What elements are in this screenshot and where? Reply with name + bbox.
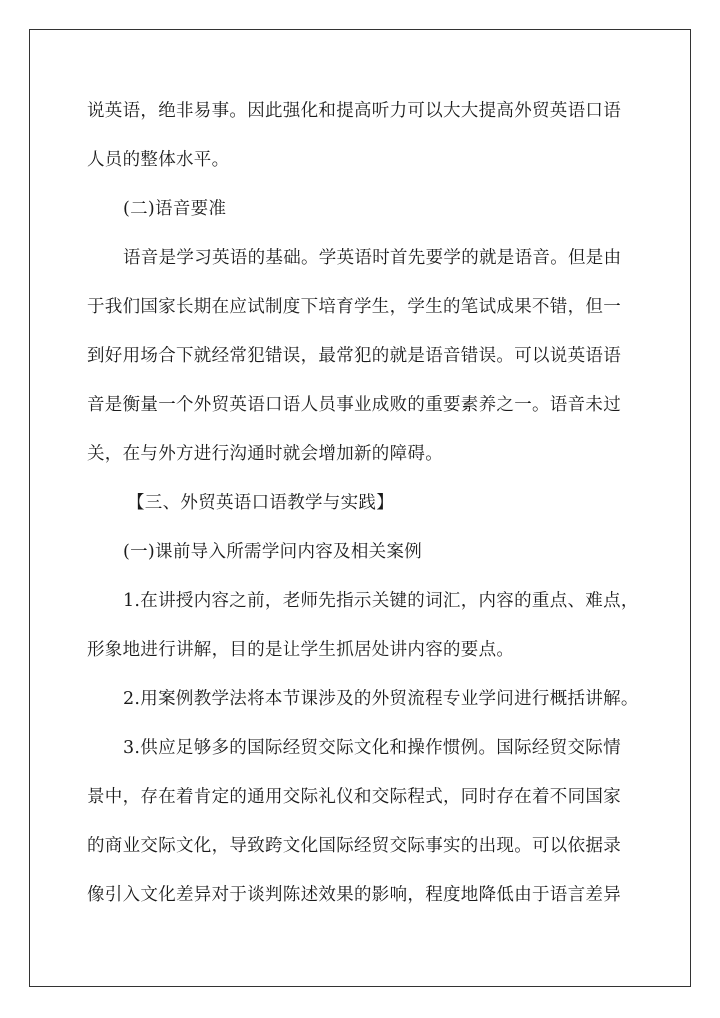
- text-line: 到好用场合下就经常犯错误，最常犯的就是语音错误。可以说英语语: [87, 346, 621, 366]
- list-item: 3.供应足够多的国际经贸交际文化和操作惯例。国际经贸交际情: [123, 738, 621, 758]
- section-heading: (一)课前导入所需学问内容及相关案例: [123, 542, 423, 562]
- text-line: 人员的整体水平。: [87, 150, 230, 170]
- list-item: 1.在讲授内容之前，老师先指示关键的词汇，内容的重点、难点，: [123, 591, 639, 611]
- text-line: 关，在与外方进行沟通时就会增加新的障碍。: [87, 444, 443, 464]
- text-line: 景中，存在着肯定的通用交际礼仪和交际程式，同时存在着不同国家: [87, 787, 621, 807]
- text-line: 音是衡量一个外贸英语口语人员事业成败的重要素养之一。语音未过: [87, 395, 621, 415]
- text-line: 于我们国家长期在应试制度下培育学生，学生的笔试成果不错，但一: [87, 297, 621, 317]
- list-item: 2.用案例教学法将本节课涉及的外贸流程专业学问进行概括讲解。: [123, 689, 639, 709]
- text-line: 语音是学习英语的基础。学英语时首先要学的就是语音。但是由: [123, 248, 622, 268]
- text-line: 形象地进行讲解，目的是让学生抓居处讲内容的要点。: [87, 640, 515, 660]
- text-line: 的商业交际文化，导致跨文化国际经贸交际事实的出现。可以依据录: [87, 836, 621, 856]
- text-line: 像引入文化差异对于谈判陈述效果的影响，程度地降低由于语言差异: [87, 885, 621, 905]
- section-heading: (二)语音要准: [123, 199, 227, 219]
- text-line: 说英语，绝非易事。因此强化和提高听力可以大大提高外贸英语口语: [87, 101, 621, 121]
- document-body: [87, 93, 639, 926]
- chapter-heading: 【三、外贸英语口语教学与实践】: [127, 493, 394, 513]
